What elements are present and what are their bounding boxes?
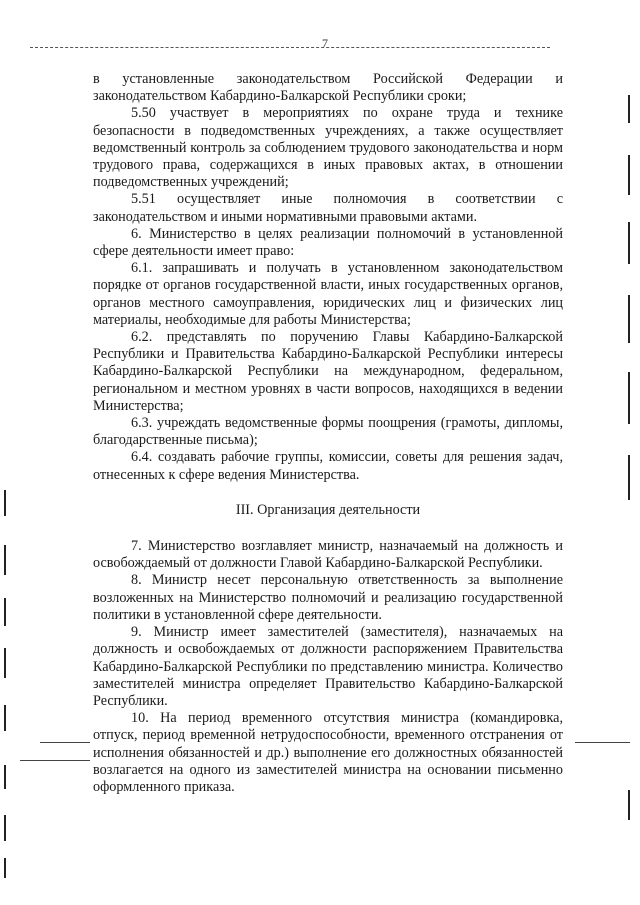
scan-edge-mark [4,490,6,516]
paragraph: 6.3. учреждать ведомственные формы поощрения (грамоты, дипломы, благодарственные письма); [93,415,563,449]
paragraph: 9. Министр имеет заместителей (заместителя), назначаемых на должность и освобождаемых от должности распоряжением Правительства Кабардино-Балкарской Республики по представлению министра. Количество заместителей министра определяет Правительство Кабардино-Балкарской Республики. [93,624,563,709]
scan-edge-mark [628,155,630,195]
paragraph: 5.50 участвует в мероприятиях по охране труда и технике безопасности в подведомственных учреждениях, а также осуществляет ведомственный контроль за соблюдением трудового законодательства и норм трудового права, содержащихся в иных правовых актах, в отношении подведомственных учреждений; [93,105,563,191]
scan-edge-mark [4,598,6,626]
scan-artifact-line [575,742,630,743]
paragraph: 10. На период временного отсутствия министра (командировка, отпуск, период временной нетрудоспособности, временного отстранения от исполнения обязанностей и др.) выполнение его должностных обязанностей возлагается на одного из заместителей министра на основании письменно оформленного приказа. [93,710,563,795]
scan-edge-mark [628,295,630,343]
scan-edge-mark [4,815,6,841]
paragraph: 6.2. представлять по поручению Главы Кабардино-Балкарской Республики и Правительства Кабардино-Балкарской Республики интересы Кабардино-Балкарской Республики на международном, федеральном, региональном и местном уровнях в части вопросов, находящихся в ведении Министерства; [93,329,563,414]
paragraph: 7. Министерство возглавляет министр, назначаемый на должность и освобождаемый от должности Главой Кабардино-Балкарской Республики. [93,538,563,572]
header-rule [30,47,550,48]
scan-artifact-line [20,760,90,761]
paragraph: в установленные законодательством Российской Федерации и законодательством Кабардино-Балкарской Республики сроки; [93,71,563,105]
scan-edge-mark [628,372,630,424]
paragraph: 8. Министр несет персональную ответственность за выполнение возложенных на Министерство полномочий и реализацию государственной политики в установленной сфере деятельности. [93,572,563,623]
scan-edge-mark [4,545,6,575]
scan-edge-mark [4,858,6,878]
scan-edge-mark [628,455,630,500]
page-number: 7 [322,36,328,50]
paragraph: 6. Министерство в целях реализации полномочий в установленной сфере деятельности имеет право: [93,225,563,260]
paragraph: 5.51 осуществляет иные полномочия в соответствии с законодательством и иными нормативными правовыми актами. [93,191,563,225]
scan-edge-mark [4,765,6,789]
paragraph: 6.4. создавать рабочие группы, комиссии, советы для решения задач, отнесенных к сфере ведения Министерства. [93,449,563,483]
scan-edge-mark [4,705,6,731]
paragraph: 6.1. запрашивать и получать в установленном законодательством порядке от органов государственной власти, иных государственных органов, органов местного самоуправления, юридических лиц и физических лиц материалы, необходимые для работы Министерства; [93,260,563,328]
scan-edge-mark [4,648,6,678]
scan-edge-mark [628,790,630,820]
document-body [93,71,563,796]
section-heading: III. Организация деятельности [235,501,421,518]
scan-edge-mark [628,222,630,264]
scan-artifact-line [40,742,90,743]
scan-edge-mark [628,95,630,123]
